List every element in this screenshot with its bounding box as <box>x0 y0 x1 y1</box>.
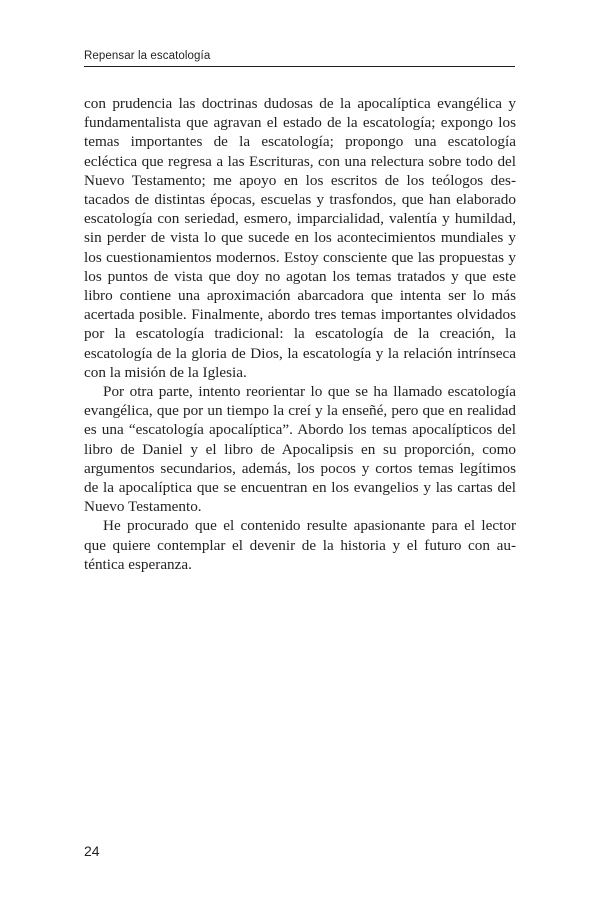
body-text <box>84 94 516 574</box>
header-rule <box>84 66 515 67</box>
paragraph: Por otra parte, intento reorientar lo que se ha llamado escatología evangélica, que por un tiempo la creí y la enseñé, pero que en realidad es una “escatología apocalíptica”. Abordo los temas apocalípticos del libro de Daniel y el libro de Apocalipsis en su proporción, como argumentos secundarios, además, los pocos y cortos temas legítimos de la apocalíptica que se encuentran en los evangelios y las cartas del Nuevo Testamento. <box>84 383 516 516</box>
paragraph: He procurado que el contenido resulte apasionante para el lector que quiere contemplar el devenir de la historia y el futuro con auténtica esperanza. <box>84 517 516 573</box>
paragraph: con prudencia las doctrinas dudosas de la apocalíptica evangélica y fundamentalista que agravan el estado de la escatología; expongo los temas importantes de la escatología; propongo una escatología ecléctica que regresa a las Escrituras, con una relectura sobre todo del Nuevo Testamento; me apoyo en los escritos de los teólogos destacados de distintas épocas, escuelas y trasfondos, que han elaborado escatología con seriedad, esmero, imparcialidad, valentía y humildad, sin perder de vista lo que sucede en los acontecimientos mundiales y los cuestionamientos modernos. Estoy consciente que las propuestas y los puntos de vista que doy no agotan los temas tratados y que este libro contiene una aproximación abarcadora que intenta ser lo más acertada posible. Finalmente, abordo tres temas importantes olvidados por la escatología tradicional: la escatología de la creación, la escatología de la gloria de Dios, la escatología y la relación intrínseca con la misión de la Iglesia. <box>84 95 516 381</box>
running-header: Repensar la escatología <box>84 50 211 62</box>
page-number: 24 <box>84 843 100 859</box>
